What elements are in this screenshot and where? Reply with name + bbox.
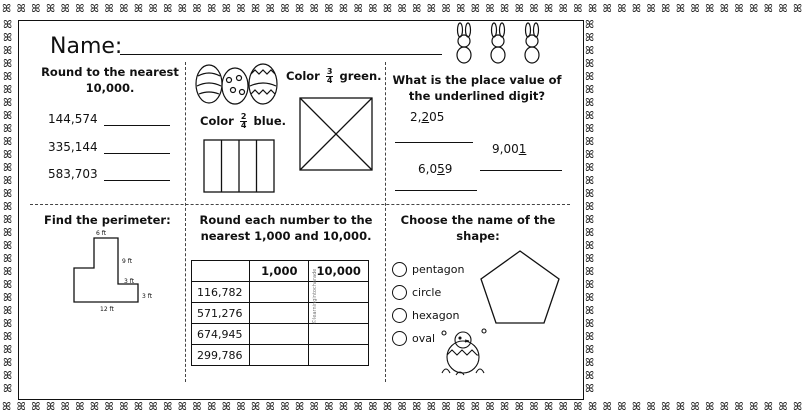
pv-digit-2: 1 xyxy=(518,142,527,156)
option-radio-pentagon[interactable] xyxy=(392,262,407,277)
rounding-table xyxy=(191,260,369,366)
perimeter-label-step: 3 ft xyxy=(124,278,135,285)
option-label-pentagon: pentagon xyxy=(412,263,465,276)
table-row xyxy=(192,345,369,366)
table-cell-number: 571,276 xyxy=(192,303,250,324)
color-blue-instruction xyxy=(200,113,286,130)
table-cell-answer[interactable] xyxy=(250,324,309,345)
left-border-decoration: ꕤ ꕤ ꕤ ꕤ ꕤ ꕤ ꕤ ꕤ ꕤ ꕤ ꕤ ꕤ ꕤ ꕤ ꕤ ꕤ ꕤ ꕤ ꕤ ꕤ ꕤ ꕤ ꕤ ꕤ ꕤ ꕤ ꕤ ꕤ ꕤ xyxy=(3,18,14,395)
table-header-cell: 1,000 xyxy=(250,261,309,282)
perimeter-label-top: 6 ft xyxy=(96,230,107,237)
fraction-numerator: 3 xyxy=(326,67,333,76)
place-value-title: What is the place value of the underlined digit? xyxy=(392,73,562,103)
perimeter-shape xyxy=(60,228,164,318)
color-green-instruction xyxy=(286,68,382,85)
round-answer-3[interactable] xyxy=(104,180,170,181)
perimeter-title: Find the perimeter: xyxy=(44,213,171,227)
easter-chick-icon xyxy=(436,325,490,377)
bunnies-icon xyxy=(448,24,552,64)
table-cell-answer[interactable] xyxy=(250,282,309,303)
fraction-denominator: 4 xyxy=(240,121,247,130)
round-item-1: 144,574 xyxy=(48,112,98,126)
table-row xyxy=(192,324,369,345)
section-divider-vertical-2 xyxy=(385,62,386,382)
easter-eggs-icon xyxy=(193,60,283,106)
quartered-square[interactable] xyxy=(299,97,373,171)
right-border-decoration: ꕤ ꕤ ꕤ ꕤ ꕤ ꕤ ꕤ ꕤ ꕤ ꕤ ꕤ ꕤ ꕤ ꕤ ꕤ ꕤ ꕤ ꕤ ꕤ ꕤ ꕤ ꕤ ꕤ ꕤ ꕤ ꕤ ꕤ ꕤ ꕤ xyxy=(585,18,596,395)
top-border-decoration: ꕤ ꕤ ꕤ ꕤ ꕤ ꕤ ꕤ ꕤ ꕤ ꕤ ꕤ ꕤ ꕤ ꕤ ꕤ ꕤ ꕤ ꕤ ꕤ ꕤ ꕤ ꕤ ꕤ ꕤ ꕤ ꕤ ꕤ ꕤ ꕤ ꕤ ꕤ ꕤ ꕤ ꕤ ꕤ ꕤ ꕤ ꕤ ꕤ ꕤ ꕤ ꕤ ꕤ ꕤ ꕤ ꕤ ꕤ ꕤ ꕤ ꕤ ꕤ ꕤ ꕤ ꕤ ꕤ xyxy=(2,2,803,15)
color-blue-suffix: blue. xyxy=(253,114,286,128)
table-row xyxy=(192,303,369,324)
table-header-cell xyxy=(192,261,250,282)
pv-after-1: 05 xyxy=(429,110,445,124)
section-divider-horizontal xyxy=(30,204,570,205)
section-divider-vertical-1 xyxy=(185,62,186,382)
round-title: Round to the nearest 10,000. xyxy=(41,65,179,95)
table-cell-answer[interactable] xyxy=(250,303,309,324)
place-value-answer-1[interactable] xyxy=(395,142,473,143)
table-header-row xyxy=(192,261,369,282)
round-item-2: 335,144 xyxy=(48,140,98,154)
table-cell-answer[interactable] xyxy=(309,345,369,366)
pv-before-3: 6,0 xyxy=(418,162,438,176)
option-label-oval: oval xyxy=(412,332,436,345)
round-item-3: 583,703 xyxy=(48,167,98,181)
color-green-suffix: green. xyxy=(339,69,382,83)
copyright-watermark: ©learningintocharade xyxy=(312,268,318,324)
place-value-answer-2[interactable] xyxy=(480,170,562,171)
name-label: Name: xyxy=(50,34,123,59)
round-answer-2[interactable] xyxy=(104,153,170,154)
table-cell-number: 674,945 xyxy=(192,324,250,345)
name-field[interactable] xyxy=(120,54,442,55)
perimeter-label-bottom: 12 ft xyxy=(100,306,114,313)
pv-before-2: 9,00 xyxy=(492,142,519,156)
table-cell-answer[interactable] xyxy=(309,324,369,345)
pv-digit-3: 5 xyxy=(437,162,445,176)
option-radio-hexagon[interactable] xyxy=(392,308,407,323)
bottom-border-decoration: ꕤ ꕤ ꕤ ꕤ ꕤ ꕤ ꕤ ꕤ ꕤ ꕤ ꕤ ꕤ ꕤ ꕤ ꕤ ꕤ ꕤ ꕤ ꕤ ꕤ ꕤ ꕤ ꕤ ꕤ ꕤ ꕤ ꕤ ꕤ ꕤ ꕤ ꕤ ꕤ ꕤ ꕤ ꕤ ꕤ ꕤ ꕤ ꕤ ꕤ ꕤ ꕤ ꕤ ꕤ ꕤ ꕤ ꕤ ꕤ ꕤ ꕤ ꕤ ꕤ ꕤ ꕤ ꕤ xyxy=(2,400,803,413)
pv-before-1: 2, xyxy=(410,110,422,124)
table-header-cell: 10,000 xyxy=(309,261,369,282)
table-cell-number: 299,786 xyxy=(192,345,250,366)
fraction-denominator: 4 xyxy=(326,76,333,85)
pv-digit-1: 2 xyxy=(421,110,430,124)
perimeter-label-right-upper: 9 ft xyxy=(122,258,133,265)
pentagon-shape xyxy=(478,248,562,326)
place-value-item-3 xyxy=(418,162,452,176)
table-cell-number: 116,782 xyxy=(192,282,250,303)
table-row xyxy=(192,282,369,303)
option-radio-oval[interactable] xyxy=(392,331,407,346)
option-radio-circle[interactable] xyxy=(392,285,407,300)
place-value-answer-3[interactable] xyxy=(395,190,477,191)
perimeter-label-right-lower: 3 ft xyxy=(142,293,153,300)
fraction-numerator: 2 xyxy=(240,112,247,121)
place-value-item-1 xyxy=(410,110,444,124)
fourths-rectangle[interactable] xyxy=(203,139,275,193)
place-value-item-2 xyxy=(492,142,526,156)
pv-after-3: 9 xyxy=(444,162,453,176)
fraction-two-fourths xyxy=(240,113,248,130)
shape-title: Choose the name of the shape: xyxy=(400,213,556,243)
color-blue-prefix: Color xyxy=(200,114,234,128)
round-table-title: Round each number to the nearest 1,000 and 10,000. xyxy=(199,213,373,243)
table-cell-answer[interactable] xyxy=(250,345,309,366)
option-label-circle: circle xyxy=(412,286,442,299)
round-answer-1[interactable] xyxy=(104,125,170,126)
option-label-hexagon: hexagon xyxy=(412,309,460,322)
fraction-three-fourths xyxy=(326,68,334,85)
color-green-prefix: Color xyxy=(286,69,320,83)
